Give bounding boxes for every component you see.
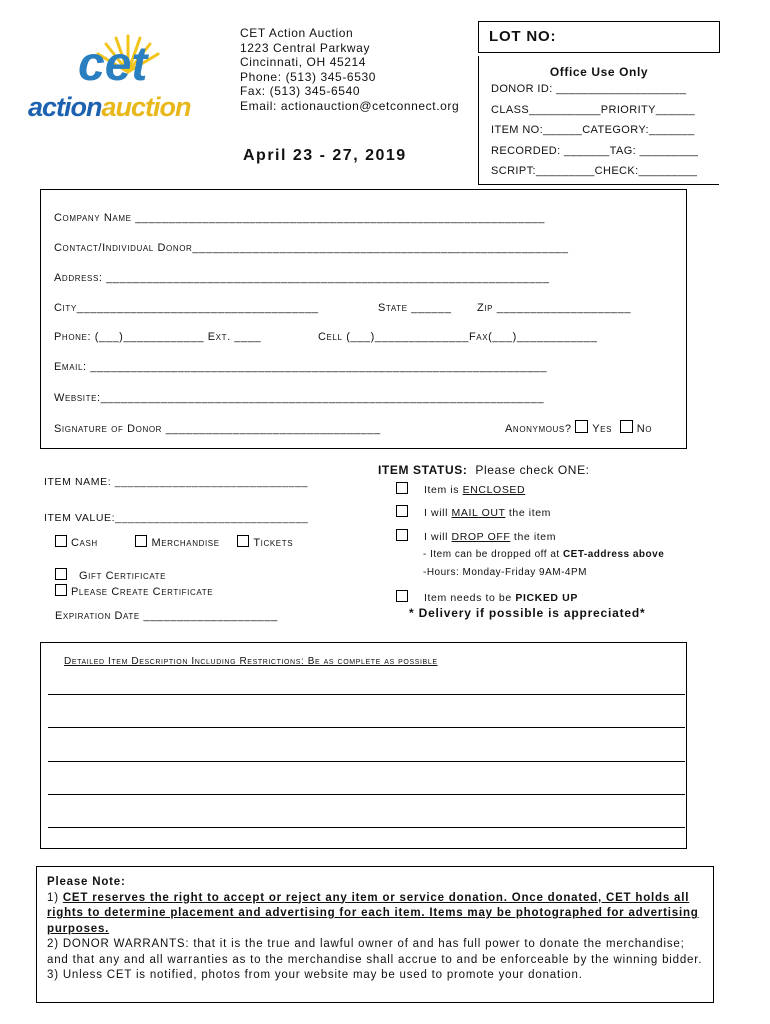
office-class-priority[interactable]: CLASS___________PRIORITY______ [491,104,696,116]
gift-certificate-checkbox[interactable] [55,568,67,580]
anonymous-no-checkbox[interactable] [620,420,633,433]
gift-certificate-label: Gift Certificate [79,570,167,582]
enclosed-checkbox[interactable] [396,482,408,494]
drop-off-suffix: the item [510,531,557,543]
logo-cet-text: cet [78,38,148,91]
note-1-text: CET reserves the right to accept or reject any item or service donation. Once donated, CET holds all rights to determine placement and advertising for each item. Items may be photographed for advertising purposes. [47,891,699,935]
tickets-checkbox[interactable] [237,535,249,547]
mail-out-suffix: the item [505,507,552,519]
address-line: CET Action Auction [240,26,354,40]
picked-up-checkbox[interactable] [396,590,408,602]
tickets-label: Tickets [253,537,294,549]
note-paragraph-2: 2) DONOR WARRANTS: that it is the true and lawful owner of and has full power to donate the merchandise; and that any and all warranties as to the merchandise shall accrue to and be enforceable by the winning bidder. [47,938,703,966]
signature-field[interactable]: Signature of Donor ________________________________ [54,423,381,435]
create-certificate-checkbox[interactable] [55,584,67,596]
address-line: Phone: (513) 345-6530 [240,69,377,84]
gift-certificate-option [55,568,166,582]
anonymous-no-label: No [636,423,653,435]
phone-field[interactable]: Phone: (___)____________ Ext. ____ [54,331,262,343]
zip-field[interactable]: Zip ____________________ [477,302,632,314]
description-line[interactable] [48,727,685,728]
description-heading: Detailed Item Description Including Restrictions: Be as complete as possible [64,656,438,667]
merchandise-checkbox[interactable] [135,535,147,547]
delivery-note: * Delivery if possible is appreciated* [409,606,646,620]
status-drop-off [396,529,556,543]
expiration-date-field[interactable]: Expiration Date ____________________ [55,610,278,622]
enclosed-prefix: Item is [424,484,463,496]
contact-donor-field[interactable]: Contact/Individual Donor________________________________________________________ [54,242,569,254]
logo-action-word: action [28,92,102,122]
logo-action-auction-text [28,92,191,122]
drop-off-prefix: I will [424,531,452,543]
company-name-field[interactable]: Company Name _____________________________________________________________ [54,212,545,224]
anonymous-label: Anonymous? [505,423,572,435]
logo-auction-word: auction [101,92,191,122]
cell-fax-field[interactable]: Cell (___)______________Fax(___)____________ [318,331,598,343]
lot-number-label: LOT NO: [489,28,557,45]
drop-off-location-bold: CET-address above [562,549,665,560]
please-note-box [36,866,714,1003]
item-type-options [55,535,293,549]
please-note-title: Please Note: [47,876,126,888]
email-field[interactable]: Email: ____________________________________________________________________ [54,361,548,373]
lot-number-box[interactable] [478,21,720,53]
description-line[interactable] [48,694,685,695]
merchandise-label: Merchandise [151,537,220,549]
drop-off-location-note [423,549,664,560]
office-script-check[interactable]: SCRIPT:_________CHECK:_________ [491,165,698,177]
city-field[interactable]: City____________________________________ [54,302,319,314]
enclosed-label: ENCLOSED [462,484,526,496]
address-field[interactable]: Address: __________________________________________________________________ [54,272,550,284]
note-1-prefix: 1) [47,891,63,904]
auction-date: April 23 - 27, 2019 [243,147,407,164]
office-item-category[interactable]: ITEM NO:______CATEGORY:_______ [491,124,695,136]
address-line: Email: actionauction@cetconnect.org [240,98,460,113]
description-line[interactable] [48,761,685,762]
address-line: Cincinnati, OH 45214 [240,55,367,70]
cash-checkbox[interactable] [55,535,67,547]
item-name-field[interactable]: ITEM NAME: ______________________________ [44,476,308,488]
status-picked-up [396,590,578,604]
anonymous-yes-label: Yes [592,423,613,435]
picked-up-label: PICKED UP [515,592,578,604]
donor-info-box [40,189,687,449]
anonymous-yes-checkbox[interactable] [575,420,588,433]
office-use-title: Office Use Only [549,65,649,79]
note-paragraph-3: 3) Unless CET is notified, photos from your website may be used to promote your donation. [47,969,583,981]
anonymous-option [505,420,652,435]
office-use-panel [478,56,719,185]
picked-up-prefix: Item needs to be [424,592,516,604]
description-line[interactable] [48,794,685,795]
create-certificate-label: Please Create Certificate [71,586,214,598]
note-paragraph-1 [47,891,703,938]
address-line: Fax: (513) 345-6540 [240,84,361,99]
address-line: 1223 Central Parkway [240,40,371,55]
organization-address [240,26,459,114]
website-field[interactable]: Website:__________________________________________________________________ [54,392,545,404]
item-value-field[interactable]: ITEM VALUE:______________________________ [44,512,309,524]
mail-out-checkbox[interactable] [396,505,408,517]
state-field[interactable]: State ______ [378,302,452,314]
cash-label: Cash [71,537,98,549]
status-mail-out [396,505,551,519]
check-one-label: Please check ONE: [475,463,590,477]
drop-off-hours-note: -Hours: Monday-Friday 9AM-4PM [423,567,587,578]
drop-off-checkbox[interactable] [396,529,408,541]
description-line[interactable] [48,827,685,828]
item-status-title: ITEM STATUS: [378,463,468,477]
drop-off-label: DROP OFF [451,531,511,543]
create-certificate-option [55,584,213,598]
cet-logo [28,32,208,132]
office-donor-id[interactable]: DONOR ID: ____________________ [491,83,687,95]
mail-out-label: MAIL OUT [451,507,506,519]
drop-off-location-text: - Item can be dropped off at [423,549,563,560]
office-recorded-tag[interactable]: RECORDED: _______TAG: _________ [491,145,699,157]
item-status-heading [378,463,590,477]
description-box [40,642,687,849]
status-enclosed [396,482,525,496]
mail-out-prefix: I will [424,507,452,519]
